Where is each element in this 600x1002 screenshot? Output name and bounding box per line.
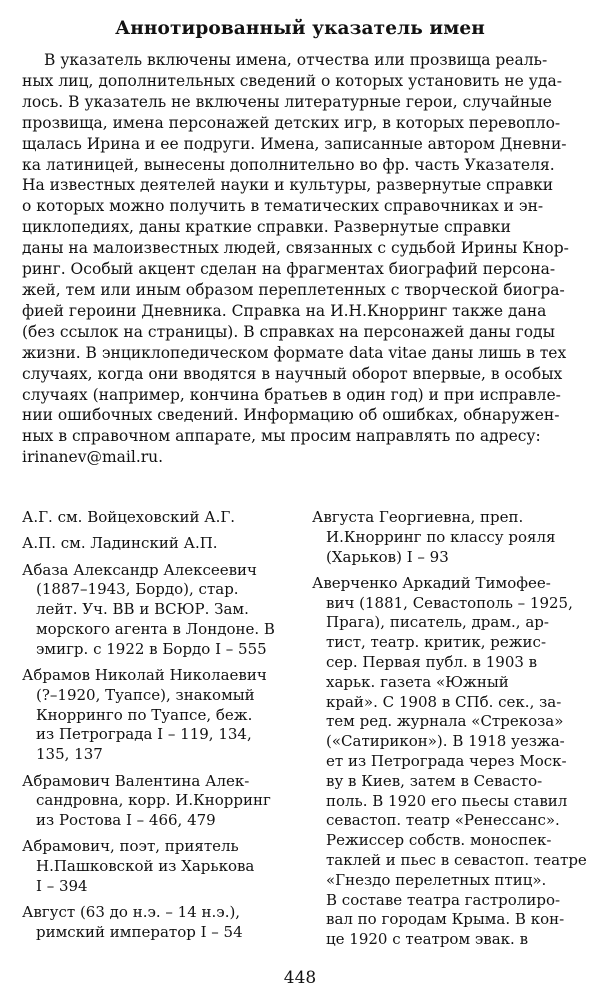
index-entry	[22, 666, 294, 765]
index-entry-line: Абаза Александр Алексеевич	[22, 560, 257, 579]
index-entry-line: лейт. Уч. ВВ и ВСЮР. Зам.	[36, 600, 249, 619]
index-entry-line: (1887–1943, Бордо), стар.	[36, 580, 239, 599]
index-entry-line: Абрамович, поэт, приятель	[22, 837, 239, 856]
index-entry-line: Абрамович Валентина Алек-	[22, 771, 250, 790]
index-entry-line: це 1920 с театром эвак. в	[326, 930, 529, 949]
index-entry-line: Абрамов Николай Николаевич	[22, 666, 267, 685]
index-entry-line: Кнорринго по Туапсе, беж.	[36, 705, 253, 724]
index-entry-line: «Гнездо перелетных птиц».	[326, 870, 547, 889]
page-title: Аннотированный указатель имен	[115, 18, 485, 39]
index-entry-line: ет из Петрограда через Моск-	[326, 752, 567, 771]
index-entry	[22, 561, 294, 660]
index-entry-line: («Сатирикон»). В 1918 уезжа-	[326, 732, 565, 751]
index-entry-line: Август (63 до н.э. – 14 н.э.),	[22, 903, 241, 922]
intro-line: прозвища, имена персонажей детских игр, в которых перевопло-	[22, 113, 561, 132]
index-entry-line: В составе театра гастролиро-	[326, 890, 561, 909]
index-entry	[22, 508, 294, 528]
index-entry	[22, 903, 294, 943]
intro-line: ных в справочном аппарате, мы просим направлять по адресу:	[22, 427, 541, 446]
index-entry-line: севастоп. театр «Ренессанс».	[326, 811, 560, 830]
intro-line: В указатель включены имена, отчества или прозвища реаль-	[44, 51, 548, 69]
intro-line: ринг. Особый акцент сделан на фрагментах биографий персона-	[22, 260, 556, 279]
intro-line: циклопедиях, даны краткие справки. Развернутые справки	[22, 218, 511, 237]
index-entry-line: из Ростова I – 466, 479	[36, 811, 216, 830]
intro-line: даны на малоизвестных людей, связанных с судьбой Ирины Кнор-	[22, 239, 569, 258]
index-entry-line: поль. В 1920 его пьесы ставил	[326, 791, 568, 810]
index-entry-line: I – 394	[36, 877, 88, 896]
index-entry-line: ву в Киев, затем в Севасто-	[326, 771, 543, 790]
index-entry	[22, 534, 294, 554]
index-entry-line: Аверченко Аркадий Тимофее-	[312, 573, 551, 592]
page-number: 448	[283, 968, 317, 988]
index-entry-line: вал по городам Крыма. В кон-	[326, 910, 565, 929]
intro-paragraph	[22, 50, 577, 468]
intro-line: щалась Ирина и ее подруги. Имена, записанные автором Дневни-	[22, 134, 567, 153]
index-entry-line: (Харьков) I – 93	[326, 547, 449, 566]
index-entry-line: сер. Первая публ. в 1903 в	[326, 653, 538, 672]
index-entry-line: эмигр. с 1922 в Бордо I – 555	[36, 639, 267, 658]
intro-line: ка латиницей, вынесены дополнительно во фр. часть Указателя.	[22, 155, 555, 174]
index-entry-line: Режиссер собств. моноспек-	[326, 831, 552, 850]
intro-line: случаях, когда они вводятся в научный оборот впервые, в особых	[22, 364, 563, 383]
intro-line: На известных деятелей науки и культуры, развернутые справки	[22, 176, 554, 195]
index-entry	[22, 837, 294, 896]
intro-line: случаях (например, кончина братьев в один год) и при исправле-	[22, 385, 561, 404]
index-entry-line: И.Кнорринг по классу рояля	[326, 527, 556, 546]
index-entry-line: тист, театр. критик, режис-	[326, 633, 547, 652]
intro-line: фией героини Дневника. Справка на И.Н.Кнорринг также дана	[22, 301, 547, 320]
intro-line: жей, тем или иным образом переплетенных с творческой биогра-	[22, 280, 565, 299]
index-entry-line: 135, 137	[36, 745, 103, 764]
index-entry-line: тем ред. журнала «Стрекоза»	[326, 712, 564, 731]
index-entry-line: край». С 1908 в СПб. сек., за-	[326, 692, 562, 711]
index-entry	[312, 574, 588, 950]
index-entry-line: морского агента в Лондоне. В	[36, 619, 275, 638]
intro-line: irinanev@mail.ru.	[22, 448, 164, 467]
index-entry-line: Н.Пашковской из Харькова	[36, 857, 255, 876]
index-entry-line: А.Г. см. Войцеховский А.Г.	[22, 508, 236, 526]
intro-line: жизни. В энциклопедическом формате data vitae даны лишь в тех	[22, 343, 567, 362]
index-entry-line: таклей и пьес в севастоп. театре	[326, 851, 587, 870]
index-entry	[312, 508, 588, 567]
index-entry	[22, 772, 294, 831]
index-entry-line: (?–1920, Туапсе), знакомый	[36, 685, 255, 704]
right-column	[312, 508, 588, 957]
index-entry-line: сандровна, корр. И.Кнорринг	[36, 791, 271, 810]
intro-line: нии ошибочных сведений. Информацию об ошибках, обнаружен-	[22, 406, 560, 425]
index-entry-line: из Петрограда I – 119, 134,	[36, 725, 252, 744]
intro-line: ных лиц, дополнительных сведений о которых установить не уда-	[22, 71, 562, 90]
index-entry-line: Августа Георгиевна, преп.	[312, 508, 524, 526]
intro-line: о которых можно получить в тематических справочниках и эн-	[22, 197, 544, 216]
index-entry-line: вич (1881, Севастополь – 1925,	[326, 593, 573, 612]
index-entry-line: Прага), писатель, драм., ар-	[326, 613, 549, 632]
index-entry-line: А.П. см. Ладинский А.П.	[22, 534, 218, 553]
index-entry-line: харьк. газета «Южный	[326, 672, 509, 691]
index-entry-line: римский император I – 54	[36, 923, 243, 942]
left-column	[22, 508, 294, 949]
intro-line: (без ссылок на страницы). В справках на персонажей даны годы	[22, 322, 555, 341]
intro-line: лось. В указатель не включены литературные герои, случайные	[22, 92, 552, 111]
